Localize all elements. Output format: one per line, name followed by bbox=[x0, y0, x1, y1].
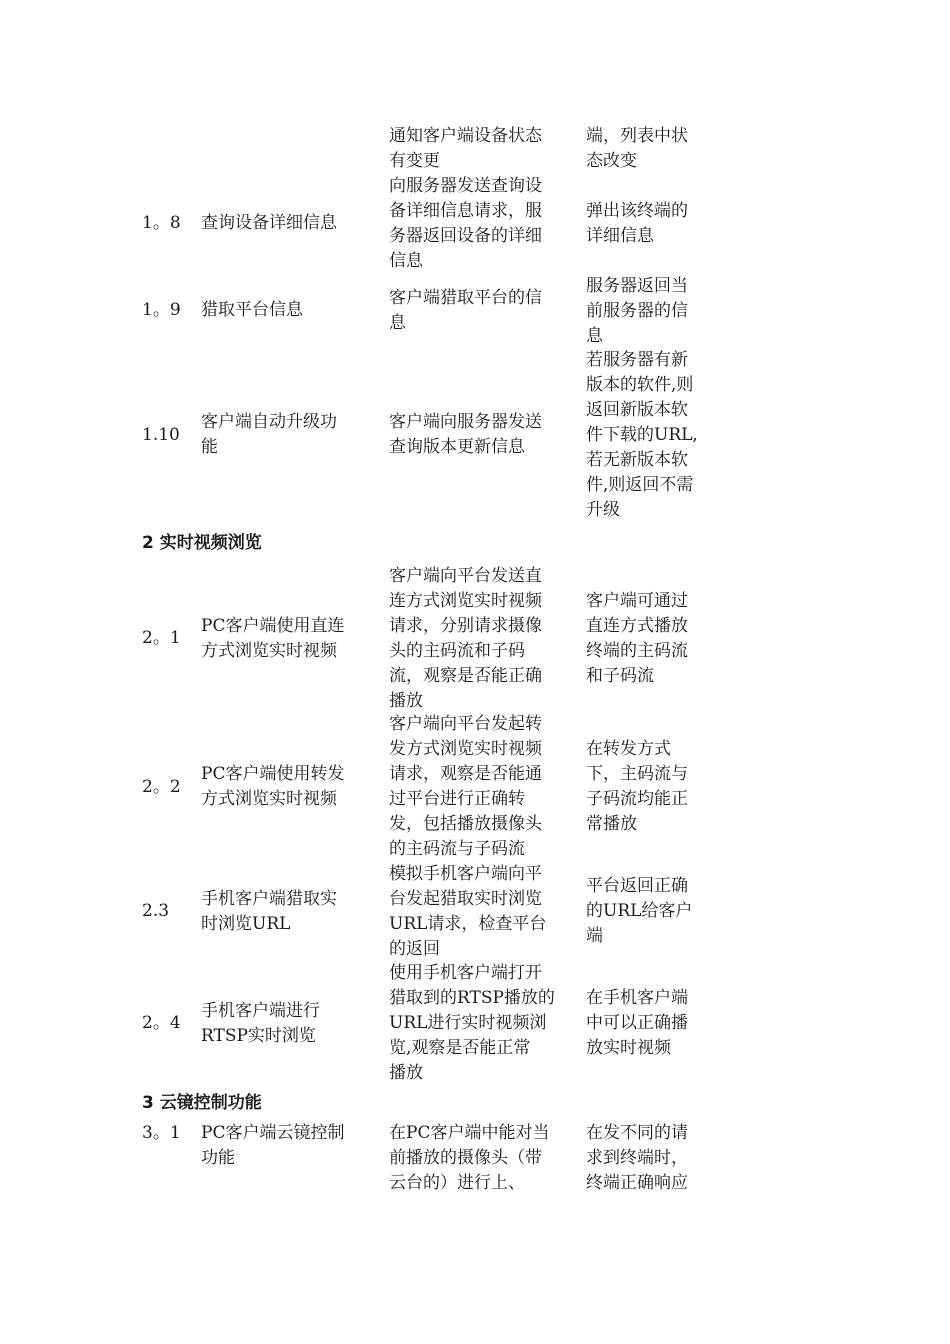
cell-test-name: PC客户端云镜控制 功能 bbox=[201, 1123, 345, 1168]
section-heading-2: 2 实时视频浏览 bbox=[142, 533, 262, 553]
cell-result: 在转发方式 下，主码流与 子码流均能正 常播放 bbox=[586, 739, 688, 834]
cell-description: 客户端向平台发送直 连方式浏览实时视频 请求，分别请求摄像 头的主码流和子码 流，观察是否能正确 播放 bbox=[389, 566, 542, 711]
cell-result: 在发不同的请 求到终端时， 终端正确响应 bbox=[586, 1123, 688, 1193]
cell-result: 端，列表中状 态改变 bbox=[586, 126, 688, 171]
cell-description: 向服务器发送查询设 备详细信息请求，服 务器返回设备的详细 信息 bbox=[389, 176, 542, 271]
cell-test-name: PC客户端使用转发 方式浏览实时视频 bbox=[201, 764, 345, 809]
cell-result: 弹出该终端的 详细信息 bbox=[586, 201, 688, 246]
cell-description: 客户端向平台发起转 发方式浏览实时视频 请求，观察是否能通 过平台进行正确转 发，包括播放摄像头 的主码流与子码流 bbox=[389, 714, 542, 859]
cell-test-name: 猎取平台信息 bbox=[201, 300, 303, 320]
cell-number: 2。1 bbox=[142, 628, 181, 648]
cell-test-name: PC客户端使用直连 方式浏览实时视频 bbox=[201, 616, 345, 661]
cell-number: 1.10 bbox=[142, 425, 180, 445]
cell-number: 1。9 bbox=[142, 300, 181, 320]
cell-result: 平台返回正确 的URL给客户 端 bbox=[586, 876, 693, 946]
cell-result: 服务器返回当 前服务器的信 息 bbox=[586, 276, 688, 346]
cell-number: 2。2 bbox=[142, 777, 181, 797]
cell-test-name: 查询设备详细信息 bbox=[201, 213, 337, 233]
cell-test-name: 手机客户端猎取实 时浏览URL bbox=[201, 889, 337, 934]
cell-result: 在手机客户端 中可以正确播 放实时视频 bbox=[586, 988, 688, 1058]
cell-test-name: 客户端自动升级功 能 bbox=[201, 412, 337, 457]
cell-number: 3。1 bbox=[142, 1123, 181, 1143]
cell-test-name: 手机客户端进行 RTSP实时浏览 bbox=[201, 1001, 320, 1046]
cell-result: 客户端可通过 直连方式播放 终端的主码流 和子码流 bbox=[586, 591, 688, 686]
cell-number: 2.3 bbox=[142, 901, 170, 921]
section-heading-3: 3 云镜控制功能 bbox=[142, 1093, 262, 1113]
cell-number: 1。8 bbox=[142, 213, 181, 233]
cell-description: 模拟手机客户端向平 台发起猎取实时浏览 URL请求，检查平台 的返回 bbox=[389, 864, 547, 959]
cell-description: 在PC客户端中能对当 前播放的摄像头（带 云台的）进行上、 bbox=[389, 1123, 550, 1193]
cell-number: 2。4 bbox=[142, 1013, 181, 1033]
cell-description: 客户端猎取平台的信 息 bbox=[389, 288, 542, 333]
cell-description: 通知客户端设备状态 有变更 bbox=[389, 126, 542, 171]
cell-description: 使用手机客户端打开 猎取到的RTSP播放的 URL进行实时视频浏 览,观察是否能正常 播放 bbox=[389, 963, 555, 1083]
cell-result: 若服务器有新 版本的软件,则 返回新版本软 件下载的URL, 若无新版本软 件,则返回不需 升级 bbox=[586, 350, 698, 520]
cell-description: 客户端向服务器发送 查询版本更新信息 bbox=[389, 412, 542, 457]
